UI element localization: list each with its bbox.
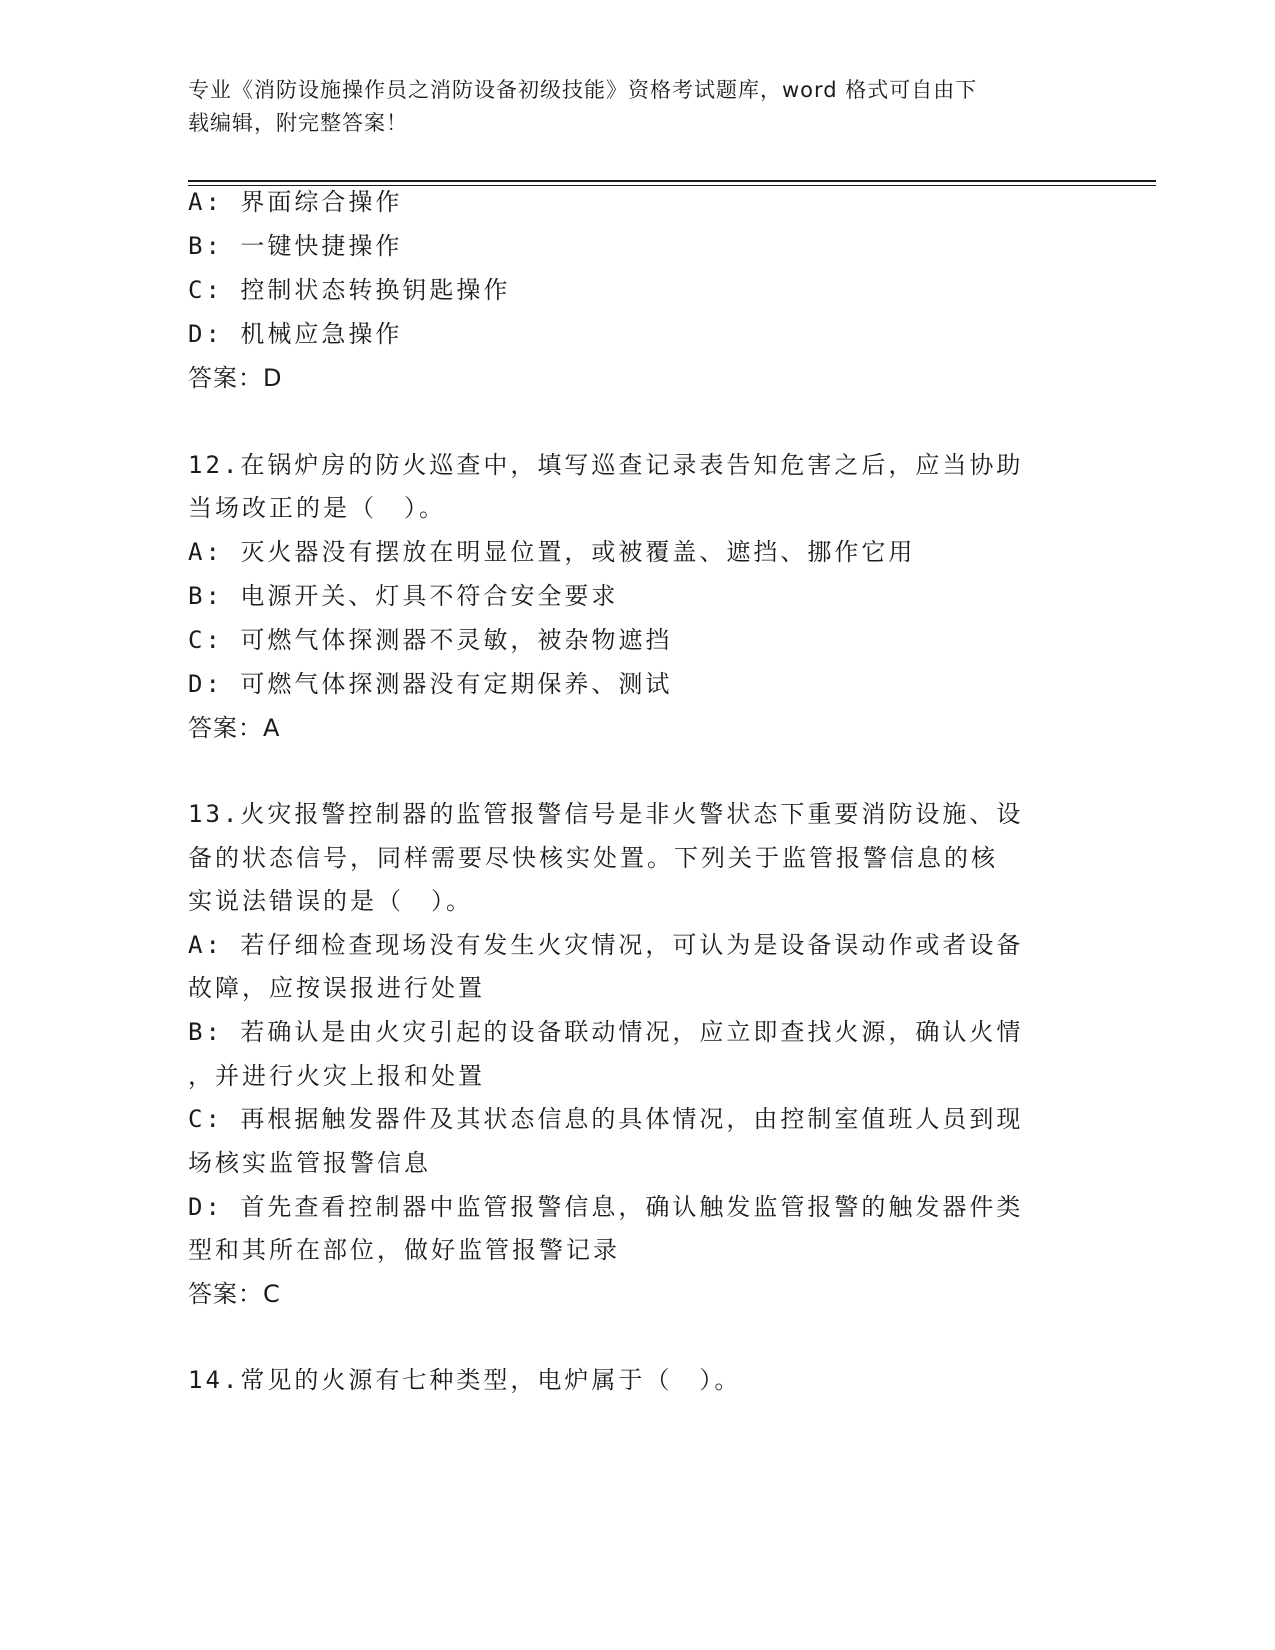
header-line-1: 专业《消防设施操作员之消防设备初级技能》资格考试题库，word 格式可自由下 xyxy=(188,78,978,102)
document-header xyxy=(188,74,1068,140)
q11-option-d: D: 机械应急操作 xyxy=(188,320,403,348)
q11-option-c: C: 控制状态转换钥匙操作 xyxy=(188,276,511,304)
q12-option-d: D: 可燃气体探测器没有定期保养、测试 xyxy=(188,670,673,698)
q12-answer: 答案：A xyxy=(188,714,281,742)
q14-stem-line-1: 14.常见的火源有七种类型，电炉属于（ ）。 xyxy=(188,1366,742,1394)
q12-option-c: C: 可燃气体探测器不灵敏，被杂物遮挡 xyxy=(188,626,673,654)
q13-option-d-line-1: D: 首先查看控制器中监管报警信息，确认触发监管报警的触发器件类 xyxy=(188,1193,1024,1221)
header-line-2: 载编辑，附完整答案！ xyxy=(188,111,408,135)
q13-option-b-line-1: B: 若确认是由火灾引起的设备联动情况，应立即查找火源，确认火情 xyxy=(188,1018,1024,1046)
header-rule-thin xyxy=(188,185,1156,186)
q13-stem-line-2: 备的状态信号，同样需要尽快核实处置。下列关于监管报警信息的核 xyxy=(188,844,998,872)
q11-option-b: B: 一键快捷操作 xyxy=(188,232,403,260)
q13-stem-line-3: 实说法错误的是（ ）。 xyxy=(188,887,473,915)
q12-option-a: A: 灭火器没有摆放在明显位置，或被覆盖、遮挡、挪作它用 xyxy=(188,538,916,566)
q12-option-b: B: 电源开关、灯具不符合安全要求 xyxy=(188,582,619,610)
q13-option-d-line-2: 型和其所在部位，做好监管报警记录 xyxy=(188,1236,620,1264)
q11-option-a: A: 界面综合操作 xyxy=(188,188,403,216)
q11-answer: 答案：D xyxy=(188,364,283,392)
header-rule-thick xyxy=(188,180,1156,182)
q13-option-c-line-1: C: 再根据触发器件及其状态信息的具体情况，由控制室值班人员到现 xyxy=(188,1105,1024,1133)
q13-option-a-line-1: A: 若仔细检查现场没有发生火灾情况，可认为是设备误动作或者设备 xyxy=(188,931,1024,959)
q13-option-a-line-2: 故障，应按误报进行处置 xyxy=(188,974,485,1002)
q13-stem-line-1: 13.火灾报警控制器的监管报警信号是非火警状态下重要消防设施、设 xyxy=(188,800,1024,828)
q13-option-b-line-2: ，并进行火灾上报和处置 xyxy=(188,1062,485,1090)
q13-answer: 答案：C xyxy=(188,1280,281,1308)
q13-option-c-line-2: 场核实监管报警信息 xyxy=(188,1149,431,1177)
q12-stem-line-2: 当场改正的是（ ）。 xyxy=(188,494,446,522)
q12-stem-line-1: 12.在锅炉房的防火巡查中，填写巡查记录表告知危害之后，应当协助 xyxy=(188,451,1024,479)
